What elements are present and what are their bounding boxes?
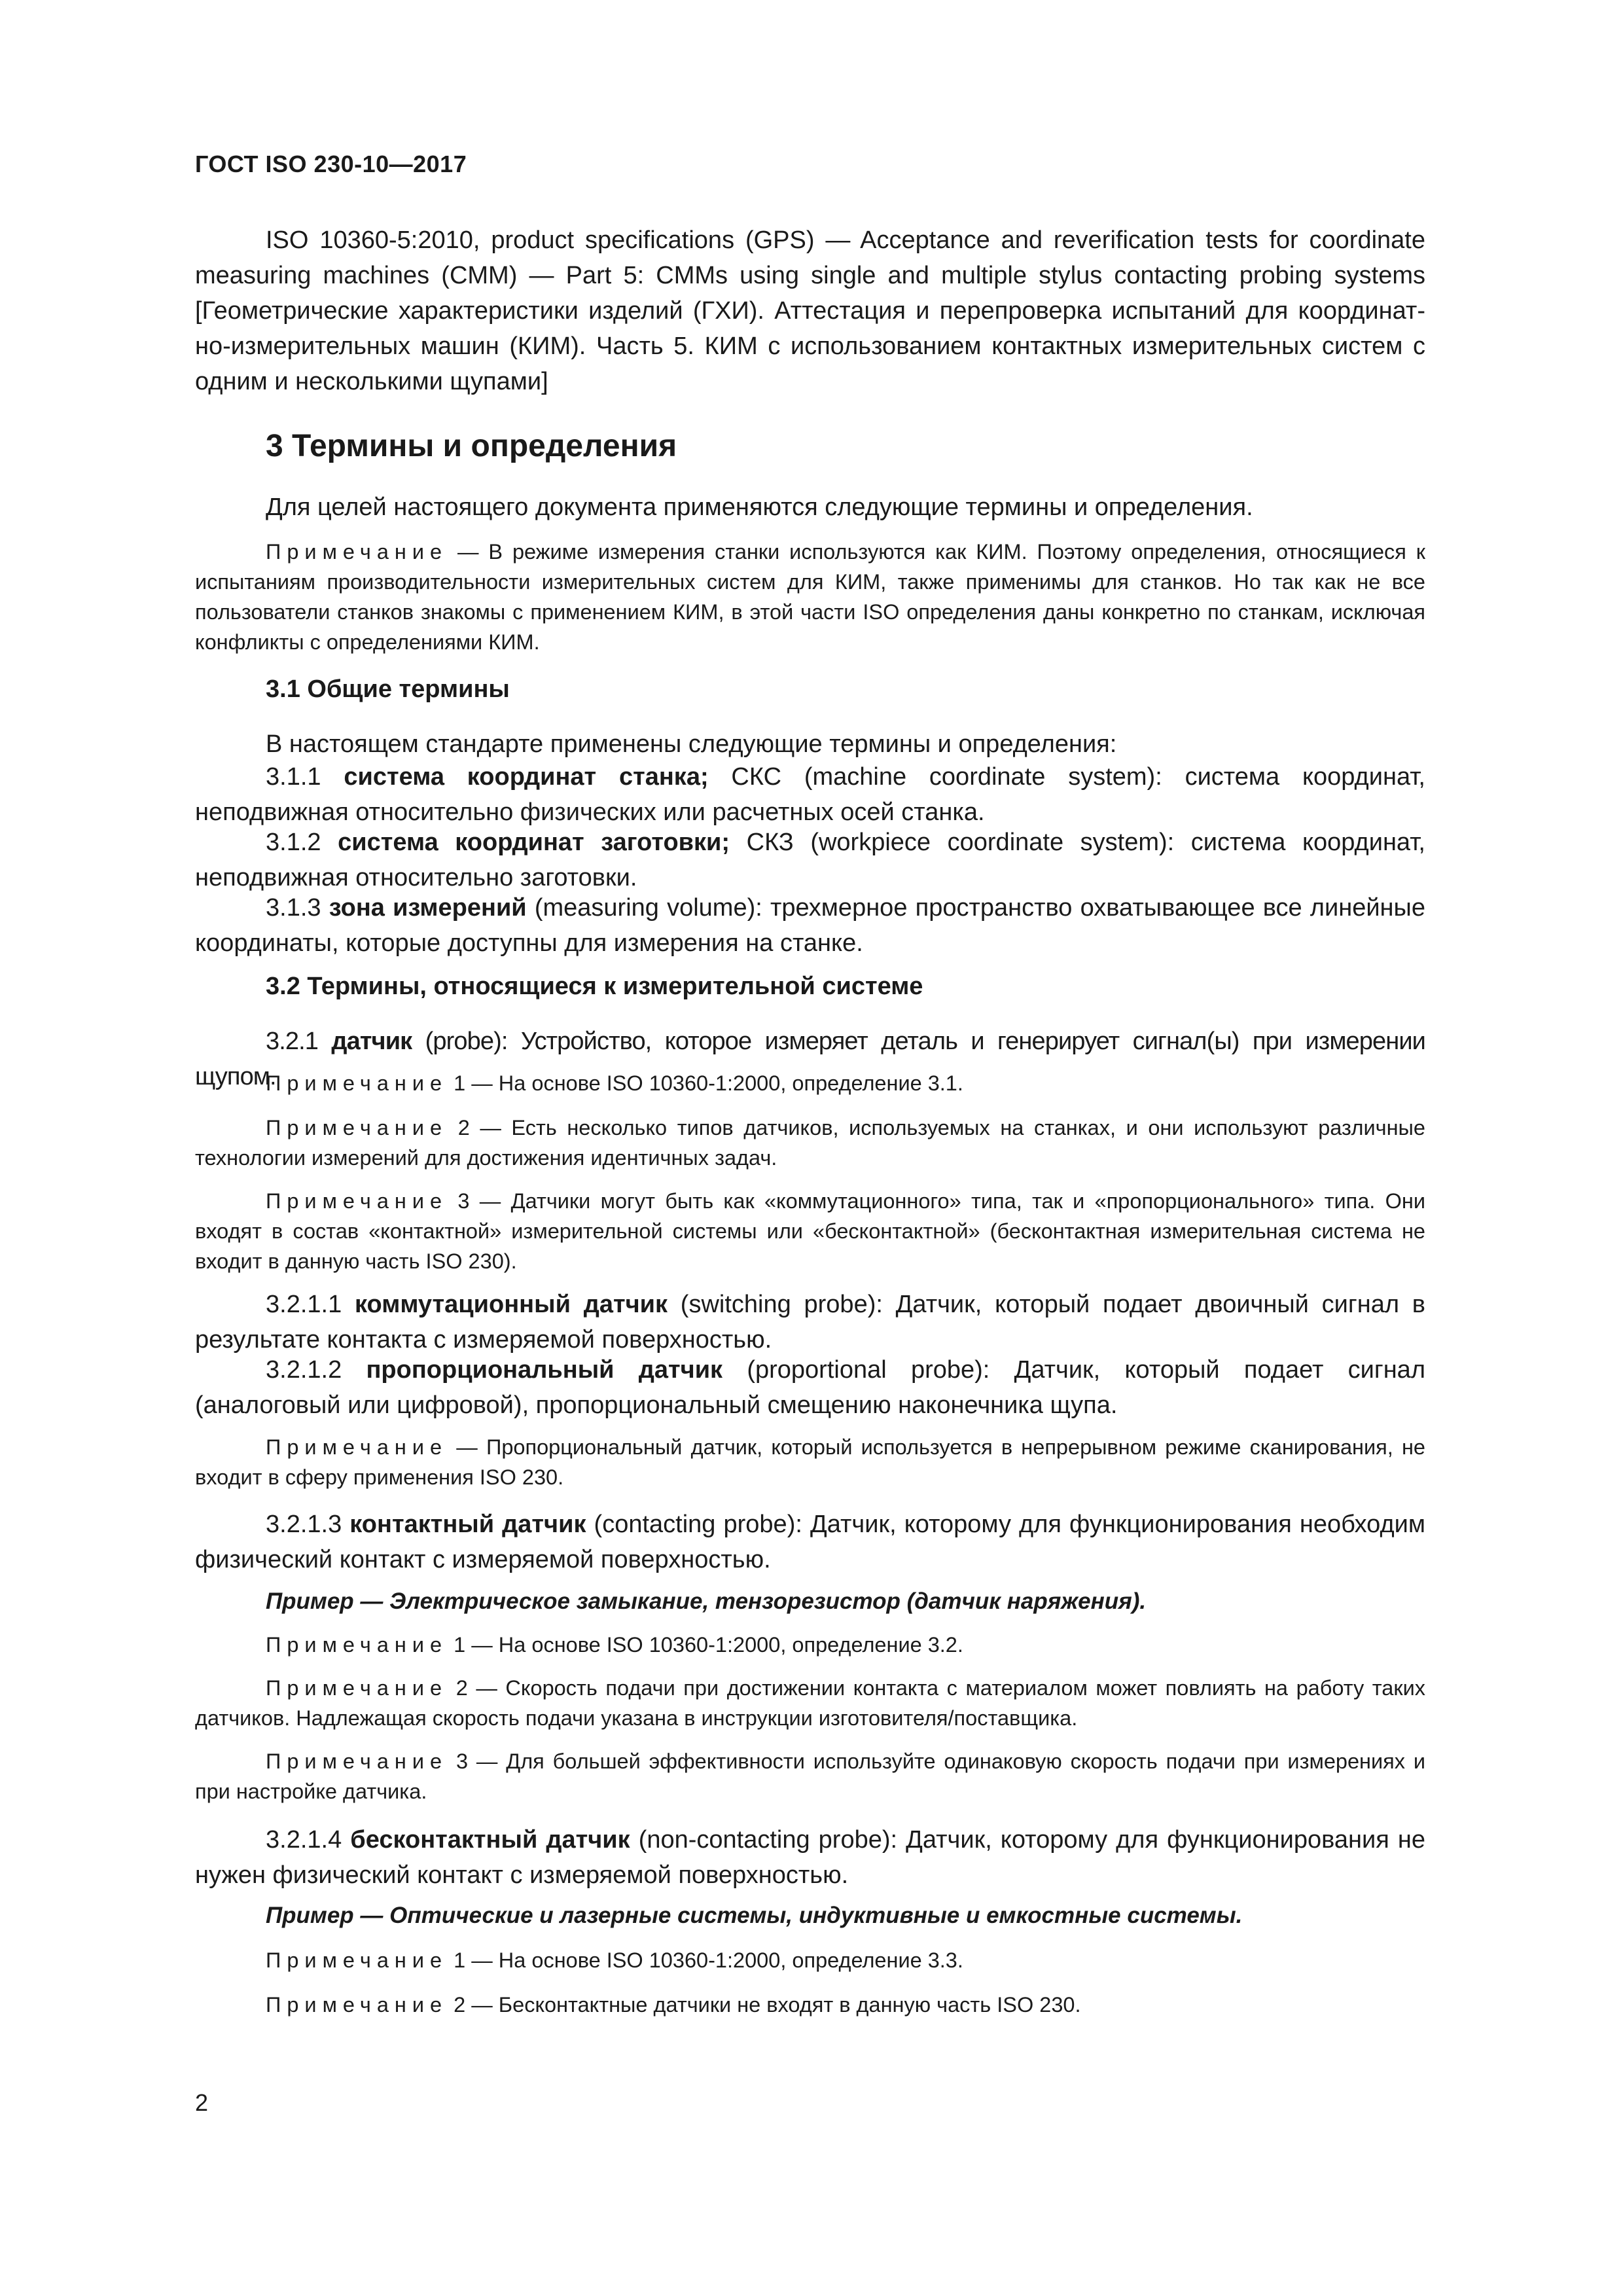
term-number: 3.1.3 xyxy=(266,894,329,922)
note-text: — Пропорциональный датчик, который используется в непрерывном режиме сканирования, не входит в сферу применения ISO 230. xyxy=(195,1435,1425,1489)
note-label: Примечание xyxy=(266,1993,448,2017)
note-text: 3 — Для большей эффективности используйте одинаковую скорость подачи при измерениях и при настройке датчика. xyxy=(195,1749,1425,1803)
section-intro: Для целей настоящего документа применяются следующие термины и определения. xyxy=(266,493,1253,521)
term-entry xyxy=(195,1352,1425,1423)
subsection-intro: В настоящем стандарте применены следующие термины и определения: xyxy=(266,730,1117,758)
term-definition: (measuring volume): трехмерное пространство охватывающее все линейные координаты, которые доступны для измерения на станке. xyxy=(195,894,1425,957)
term-number: 3.1.1 xyxy=(266,763,344,791)
term-name: датчик xyxy=(331,1028,412,1055)
term-number: 3.2.1.4 xyxy=(266,1826,351,1854)
subsection-title: 3.1 Общие термины xyxy=(266,675,510,703)
term-number: 3.2.1.3 xyxy=(266,1511,350,1538)
term-name: зона измерений xyxy=(329,894,527,922)
term-entry xyxy=(195,759,1425,830)
subsection-title: 3.2 Термины, относящиеся к измерительной системе xyxy=(266,973,923,1000)
page-number: 2 xyxy=(195,2089,209,2116)
note-label: Примечание xyxy=(266,1749,448,1773)
term-name: контактный датчик xyxy=(349,1511,586,1538)
term-entry xyxy=(195,1287,1425,1357)
term-number: 3.1.2 xyxy=(266,829,338,856)
example: Пример — Оптические и лазерные системы, индуктивные и емкостные системы. xyxy=(266,1903,1243,1928)
term-number: 3.2.1 xyxy=(266,1028,332,1055)
note-text: 2 — Скорость подачи при достижении контакта с материалом может повлиять на работу таких датчиков. Надлежащая скорость подачи указана в инструкции изготовителя/поставщика. xyxy=(195,1676,1425,1730)
term-name: система координат заготовки; xyxy=(338,829,730,856)
note-text: 2 — Бесконтактные датчики не входят в данную часть ISO 230. xyxy=(448,1993,1081,2017)
example: Пример — Электрическое замыкание, тензорезистор (датчик наряжения). xyxy=(266,1588,1147,1614)
term-entry xyxy=(195,890,1425,961)
normative-reference: ISO 10360-5:2010, product specifications (GPS) — Acceptance and reverification tests for coordinate measuring machines (CMM) — Part 5: CMMs using single and multiple stylus contacting probing systems [Геометрические характеристики изделий (ГХИ). Аттестация и перепроверка испытаний для координат-но-измерительных машин (КИМ). Часть 5. КИМ с использованием контактных измерительных систем с одним и несколькими щупами] xyxy=(195,226,1425,395)
note-text: 3 — Датчики могут быть как «коммутационного» типа, так и «пропорционального» типа. Они входят в состав «контактной» измерительной системы или «бесконтактной» (бесконтактная измерительная система не входит в данную часть ISO 230). xyxy=(195,1189,1425,1273)
note-label: Примечание xyxy=(266,1435,448,1459)
note-text: — В режиме измерения станки используются как КИМ. Поэтому определения, относящиеся к испытаниям производительности измерительных систем для КИМ, также применимы для станков. Но так как не все пользователи станков знакомы с применением КИМ, в этой части ISO определения даны конкретно по станкам, исключая конфликты с определениями КИМ. xyxy=(195,540,1425,654)
term-definition: СКС (machine coordinate system): система координат, неподвижная относительно физических или расчетных осей станка. xyxy=(195,763,1425,826)
term-number: 3.2.1.2 xyxy=(266,1356,366,1384)
note-text: 2 — Есть несколько типов датчиков, используемых на станках, и они используют различные технологии измерений для достижения идентичных задач. xyxy=(195,1116,1425,1170)
note-label: Примечание xyxy=(266,1676,448,1700)
term-definition: (non-contacting probe): Датчик, которому для функционирования не нужен физический контакт с измеряемой поверхностью. xyxy=(195,1826,1425,1889)
term-definition: (probe): Устройство, которое измеряет деталь и генерирует сигнал(ы) при измерении щупом. xyxy=(195,1028,1425,1090)
term-name: система координат станка; xyxy=(344,763,709,791)
note-label: Примечание xyxy=(266,1633,448,1657)
note xyxy=(195,1945,1425,1975)
term-entry xyxy=(195,1507,1425,1577)
note xyxy=(195,1186,1425,1276)
note-text: 1 — На основе ISO 10360-1:2000, определение 3.1. xyxy=(448,1071,963,1095)
note-label: Примечание xyxy=(266,1071,448,1095)
term-entry xyxy=(195,825,1425,895)
document-header: ГОСТ ISO 230-10—2017 xyxy=(195,151,467,177)
note-text: 1 — На основе ISO 10360-1:2000, определение 3.2. xyxy=(448,1633,963,1657)
term-name: коммутационный датчик xyxy=(354,1291,668,1318)
term-entry xyxy=(195,1822,1425,1893)
note xyxy=(195,1432,1425,1492)
note xyxy=(195,1673,1425,1733)
note xyxy=(195,1113,1425,1173)
term-name: бесконтактный датчик xyxy=(350,1826,630,1854)
note xyxy=(195,1990,1425,2020)
term-definition: (contacting probe): Датчик, которому для функционирования необходим физический контакт с измеряемой поверхностью. xyxy=(195,1511,1425,1573)
note-label: Примечание xyxy=(266,1948,448,1972)
note xyxy=(195,1630,1425,1660)
note xyxy=(195,1746,1425,1806)
note-label: Примечание xyxy=(266,540,448,564)
term-definition: (switching probe): Датчик, который подает двоичный сигнал в результате контакта с измеряемой поверхностью. xyxy=(195,1291,1425,1354)
section-title: 3 Термины и определения xyxy=(266,429,677,463)
note-text: 1 — На основе ISO 10360-1:2000, определение 3.3. xyxy=(448,1948,963,1972)
note xyxy=(195,537,1425,657)
term-name: пропорциональный датчик xyxy=(366,1356,723,1384)
term-number: 3.2.1.1 xyxy=(266,1291,355,1318)
term-definition: (proportional probe): Датчик, который подает сигнал (аналоговый или цифровой), пропорциональный смещению наконечника щупа. xyxy=(195,1356,1425,1419)
note-label: Примечание xyxy=(266,1116,448,1139)
note-label: Примечание xyxy=(266,1189,448,1213)
note xyxy=(195,1068,1425,1098)
term-definition: СКЗ (workpiece coordinate system): система координат, неподвижная относительно заготовки. xyxy=(195,829,1425,891)
